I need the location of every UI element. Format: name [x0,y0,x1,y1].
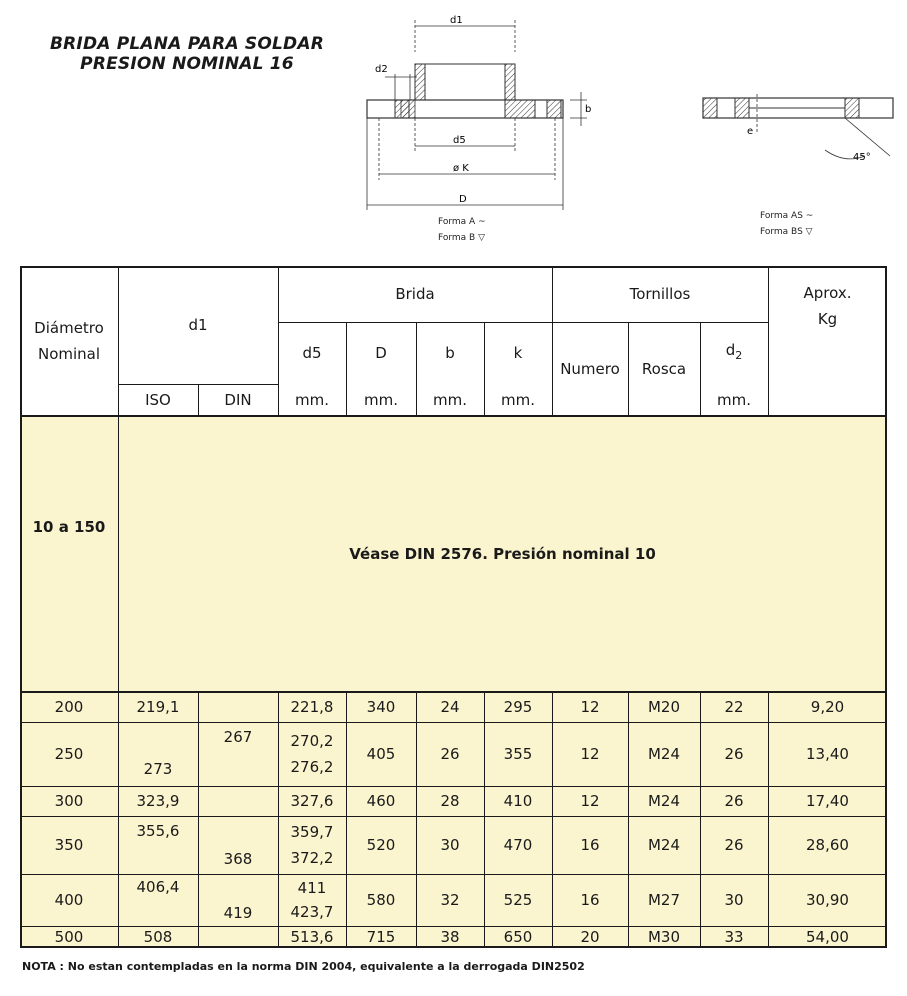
header-aprox-kg: Aprox. Kg [803,284,852,328]
table-row-200-kg: 9,20 [810,698,845,716]
grid-line [118,266,119,948]
header-iso: ISO [145,391,171,409]
table-row-300-kg: 17,40 [806,792,849,810]
table-row-300-d5: 327,6 [290,792,334,810]
grid-line [484,692,485,948]
header-rosca: Rosca [641,360,687,378]
merged-row-dn: 10 a 150 [32,518,106,536]
grid-line [278,322,768,323]
grid-line [20,926,887,927]
table-row-200-dn: 200 [54,698,84,716]
table-row-500-iso: 508 [143,928,173,946]
table-row-350-dn: 350 [54,836,84,854]
table-row-200-d2: 22 [724,698,744,716]
table-row-350-rosca: M24 [647,836,681,854]
header-din: DIN [224,391,252,409]
header-d2: $d_2$ [725,341,743,362]
table-row-200-iso: 219,1 [136,698,180,716]
diagram-a-caption [438,214,486,246]
grid-line [346,322,347,416]
grid-line [20,816,887,817]
table-row-400-iso: 406,4 [136,878,180,896]
table-row-500-D: 715 [366,928,396,946]
merged-row-text: Véase DIN 2576. Presión nominal 10 [349,545,656,563]
grid-line [20,266,22,948]
table-row-200-rosca: M20 [647,698,681,716]
grid-line [700,322,701,416]
table-row-500-k: 650 [503,928,533,946]
table-row-200-b: 24 [440,698,460,716]
header-D: D [375,344,387,362]
table-row-250-d5: 270,2 276,2 [290,732,334,776]
header-d5: d5 [302,344,322,362]
grid-line [484,322,485,416]
table-row-400-din: 419 [223,904,253,922]
table-row-350-d5: 359,7 372,2 [290,823,334,867]
grid-line [278,266,279,416]
header-numero: Numero [560,360,620,378]
diagram-b-caption [760,208,813,240]
grid-line [552,266,553,416]
header-diametro-nominal: Diámetro Nominal [34,319,104,363]
flange-diagram-a-drawing [355,12,605,222]
table-row-350-d2: 26 [724,836,744,854]
caption-forma-bs: Forma BS ▽ [760,227,813,237]
table-row-350-b: 30 [440,836,460,854]
header-k-unit: mm. [501,391,535,409]
grid-line [20,786,887,787]
flange-diagram-b-drawing [695,86,905,181]
label-d5: d5 [453,135,466,146]
header-tornillos: Tornillos [629,285,691,303]
table-row-500-dn: 500 [54,928,84,946]
table-row-300-k: 410 [503,792,533,810]
caption-forma-a: Forma A ~ [438,217,486,227]
label-d2: d2 [375,64,388,75]
table-row-350-D: 520 [366,836,396,854]
label-d1: d1 [450,15,463,26]
grid-line [20,415,887,417]
table-row-400-k: 525 [503,891,533,909]
header-D-unit: mm. [364,391,398,409]
table-row-200-d5: 221,8 [290,698,334,716]
table-row-350-kg: 28,60 [806,836,849,854]
table-row-250-D: 405 [366,745,396,763]
title-line-2: PRESION NOMINAL 16 [80,54,294,74]
grid-line [20,691,887,693]
table-row-300-d2: 26 [724,792,744,810]
table-row-250-iso: 273 [143,760,173,778]
table-row-400-D: 580 [366,891,396,909]
title-line-1: BRIDA PLANA PARA SOLDAR [49,34,325,54]
table-row-350-din: 368 [223,850,253,868]
table-row-250-numero: 12 [580,745,600,763]
table-row-400-d5: 411 423,7 [290,879,334,921]
table-row-300-iso: 323,9 [136,792,180,810]
table-row-300-rosca: M24 [647,792,681,810]
grid-line [768,692,769,948]
label-D: D [459,194,467,205]
table-row-300-dn: 300 [54,792,84,810]
table-row-350-k: 470 [503,836,533,854]
caption-forma-b: Forma B ▽ [438,233,486,243]
label-b: b [585,104,592,115]
grid-line [768,266,769,416]
table-row-350-iso: 355,6 [136,822,180,840]
grid-line [885,266,887,948]
table-row-400-kg: 30,90 [806,891,849,909]
header-b: b [445,344,455,362]
label-k: ø K [453,163,469,174]
label-e: e [747,126,754,137]
table-row-500-d5: 513,6 [290,928,334,946]
footer-note: NOTA : No estan contempladas en la norma DIN 2004, equivalente a la derrogada DIN2502 [22,960,585,973]
table-row-250-kg: 13,40 [806,745,849,763]
table-row-250-d2: 26 [724,745,744,763]
grid-line [628,692,629,948]
table-row-400-d2: 30 [724,891,744,909]
flange-diagram-b [695,86,905,181]
header-d2-unit: mm. [717,391,751,409]
label-angle: 45° [853,152,871,163]
grid-line [20,874,887,875]
table-row-500-kg: 54,00 [806,928,849,946]
table-row-250-rosca: M24 [647,745,681,763]
header-k: k [513,344,523,362]
table-row-250-din: 267 [223,728,253,746]
grid-line [20,946,887,948]
header-d5-unit: mm. [295,391,329,409]
table-row-400-dn: 400 [54,891,84,909]
table-row-250-b: 26 [440,745,460,763]
header-d1: d1 [188,316,208,334]
grid-line [416,692,417,948]
table-row-400-rosca: M27 [647,891,681,909]
table-row-300-b: 28 [440,792,460,810]
table-row-500-numero: 20 [580,928,600,946]
table-row-200-numero: 12 [580,698,600,716]
header-brida: Brida [395,285,435,303]
caption-forma-as: Forma AS ~ [760,211,814,221]
table-row-350-numero: 16 [580,836,600,854]
grid-line [278,692,279,948]
table-row-300-D: 460 [366,792,396,810]
grid-line [20,722,887,723]
table-row-300-numero: 12 [580,792,600,810]
grid-line [198,384,199,416]
grid-line [346,692,347,948]
flange-diagram-a [355,12,605,222]
table-row-500-rosca: M30 [647,928,681,946]
table-row-250-k: 355 [503,745,533,763]
table-row-500-d2: 33 [724,928,744,946]
grid-line [416,322,417,416]
table-row-200-k: 295 [503,698,533,716]
table-row-500-b: 38 [440,928,460,946]
grid-line [700,692,701,948]
grid-line [198,692,199,948]
page-title [22,34,352,74]
grid-line [20,266,887,268]
table-row-200-D: 340 [366,698,396,716]
grid-line [552,692,553,948]
table-row-400-b: 32 [440,891,460,909]
table-row-400-numero: 16 [580,891,600,909]
header-b-unit: mm. [433,391,467,409]
table-row-250-dn: 250 [54,745,84,763]
grid-line [628,322,629,416]
flange-table [20,266,887,948]
